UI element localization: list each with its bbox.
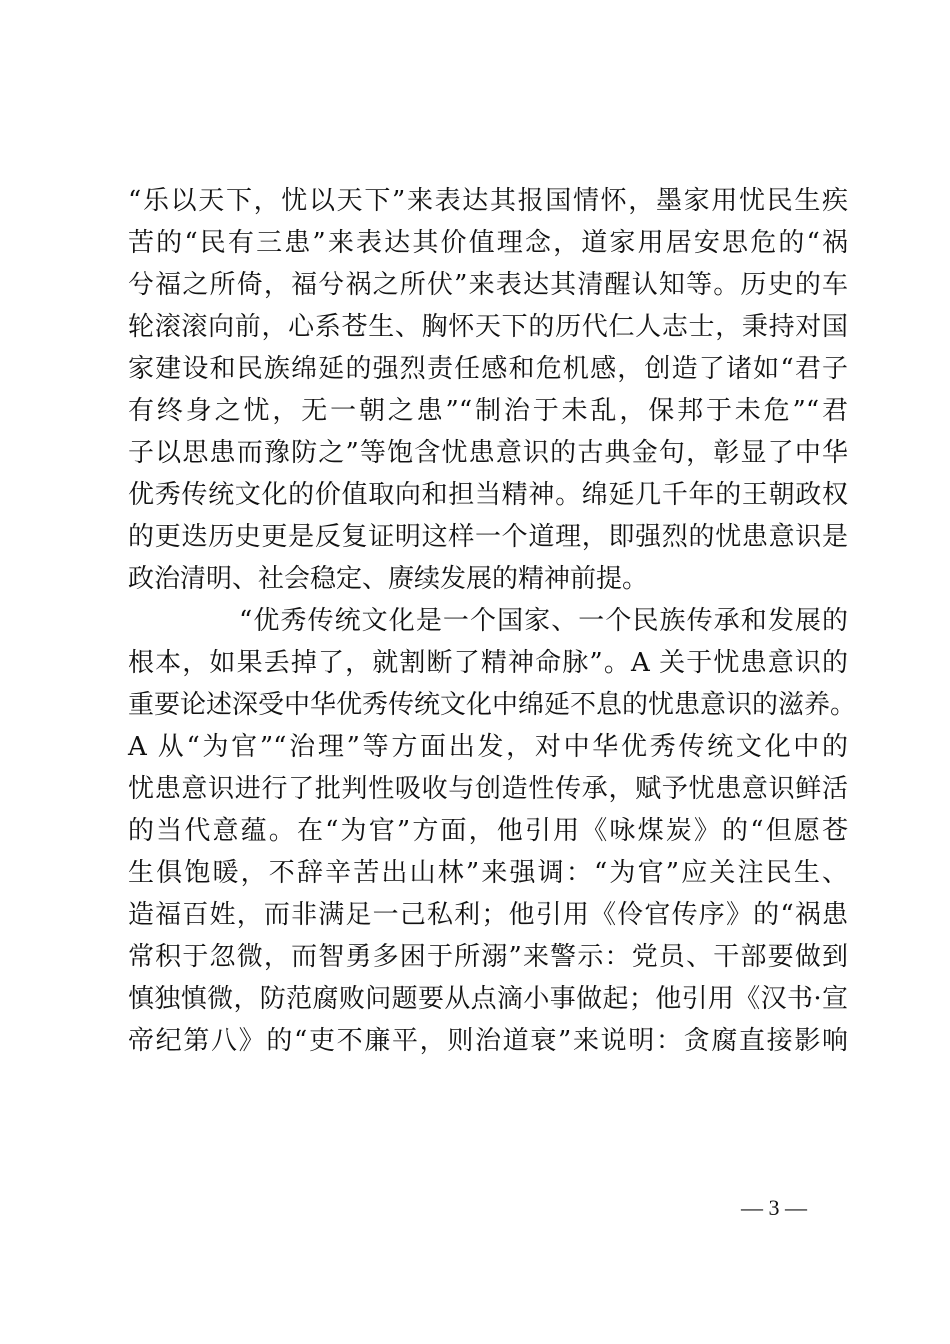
page-number: — 3 — <box>741 1195 807 1220</box>
text-line: 优秀传统文化的价值取向和担当精神。绵延几千年的王朝政权 <box>128 480 848 510</box>
text-line: 兮福之所倚，福兮祸之所伏”来表达其清醒认知等。历史的车 <box>128 270 848 300</box>
text-line: 的当代意蕴。在“为官”方面，他引用《咏煤炭》的“但愿苍 <box>128 816 848 846</box>
text-line: 生俱饱暖，不辞辛苦出山林”来强调：“为官”应关注民生、 <box>128 858 848 888</box>
text-line: 苦的“民有三患”来表达其价值理念，道家用居安思危的“祸 <box>128 228 848 258</box>
text-line: A 从“为官”“治理”等方面出发，对中华优秀传统文化中的 <box>128 732 848 762</box>
text-line: 的更迭历史更是反复证明这样一个道理，即强烈的忧患意识是 <box>128 522 848 552</box>
text-line: 重要论述深受中华优秀传统文化中绵延不息的忧患意识的滋养。 <box>128 690 857 720</box>
text-line: “乐以天下，忧以天下”来表达其报国情怀，墨家用忧民生疾 <box>128 186 848 216</box>
text-line: 有终身之忧，无一朝之患”“制治于未乱，保邦于未危”“君 <box>128 396 848 426</box>
text-line: 帝纪第八》的“吏不廉平，则治道衰”来说明：贪腐直接影响 <box>128 1026 848 1056</box>
text-line: 根本，如果丢掉了，就割断了精神命脉”。A 关于忧患意识的 <box>128 648 848 678</box>
text-line: 政治清明、社会稳定、赓续发展的精神前提。 <box>128 564 649 594</box>
text-line: 家建设和民族绵延的强烈责任感和危机感，创造了诸如“君子 <box>128 354 848 384</box>
text-line: 子以思患而豫防之”等饱含忧患意识的古典金句，彰显了中华 <box>128 438 848 468</box>
text-line: 慎独慎微，防范腐败问题要从点滴小事做起；他引用《汉书·宣 <box>128 984 848 1014</box>
text-line: “优秀传统文化是一个国家、一个民族传承和发展的 <box>239 606 848 636</box>
text-line: 轮滚滚向前，心系苍生、胸怀天下的历代仁人志士，秉持对国 <box>128 312 848 342</box>
text-line: 造福百姓，而非满足一己私利；他引用《伶官传序》的“祸患 <box>128 900 848 930</box>
text-line: 忧患意识进行了批判性吸收与创造性传承，赋予忧患意识鲜活 <box>128 774 848 804</box>
body-text <box>128 180 857 1062</box>
text-line: 常积于忽微，而智勇多困于所溺”来警示：党员、干部要做到 <box>128 942 848 972</box>
